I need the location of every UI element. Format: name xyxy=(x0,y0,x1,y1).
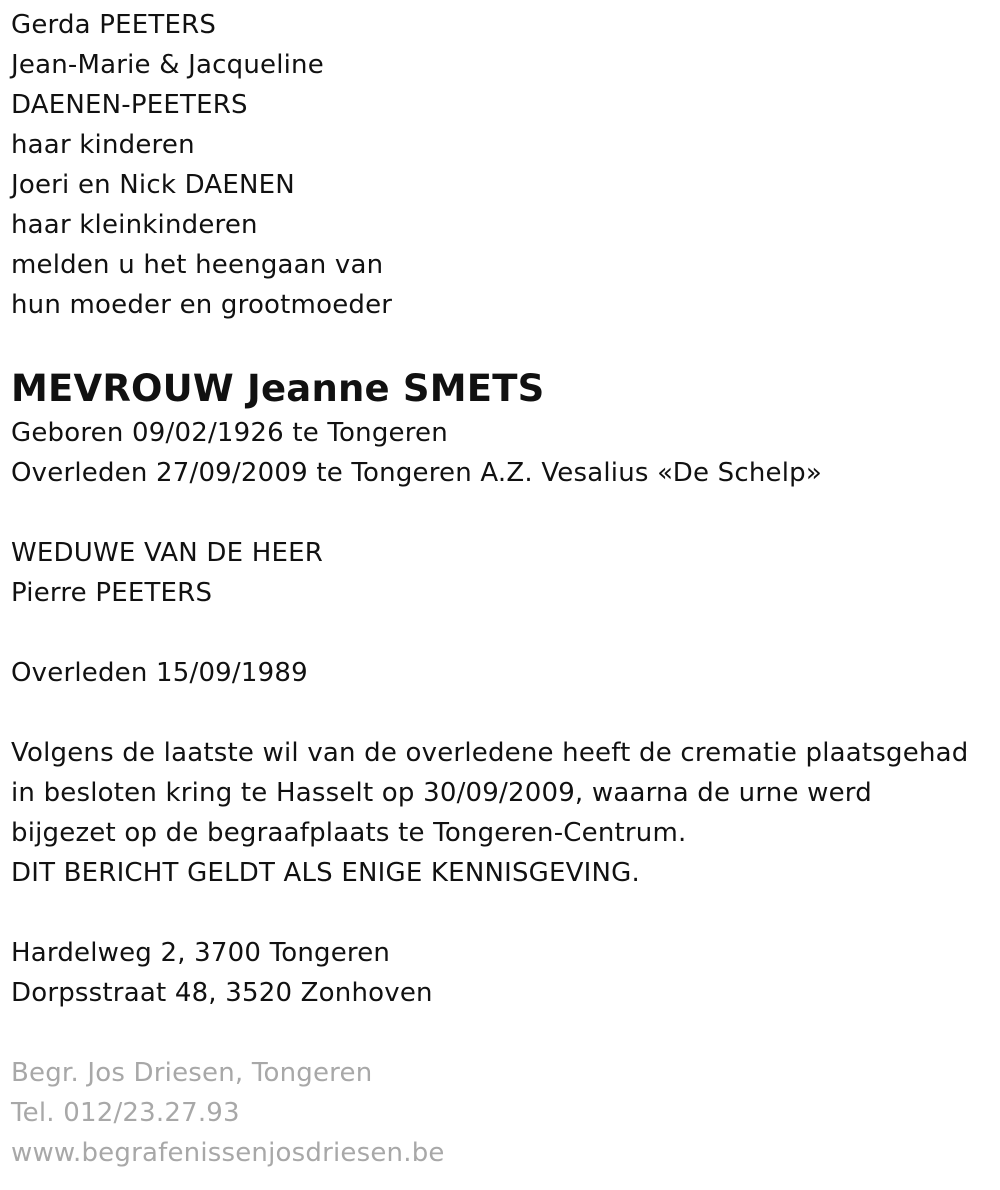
family-line: melden u het heengaan van xyxy=(11,250,384,280)
notice-line: Volgens de laatste wil van de overledene heeft de crematie plaatsgehad xyxy=(11,738,969,768)
address-line: Dorpsstraat 48, 3520 Zonhoven xyxy=(11,978,433,1008)
family-line: haar kinderen xyxy=(11,130,195,160)
funeral-home-phone: Tel. 012/23.27.93 xyxy=(11,1098,240,1128)
death-info: Overleden 27/09/2009 te Tongeren A.Z. Vesalius «De Schelp» xyxy=(11,458,822,488)
funeral-home-name: Begr. Jos Driesen, Tongeren xyxy=(11,1058,373,1088)
spouse-death-info: Overleden 15/09/1989 xyxy=(11,658,308,688)
notice-text xyxy=(11,733,991,893)
deceased-name: MEVROUW Jeanne SMETS xyxy=(11,367,545,410)
spouse-name: Pierre PEETERS xyxy=(11,578,213,608)
address-line: Hardelweg 2, 3700 Tongeren xyxy=(11,938,391,968)
family-section xyxy=(11,0,991,325)
spouse-title: WEDUWE VAN DE HEER xyxy=(11,538,323,568)
notice-line: bijgezet op de begraafplaats te Tongeren-Centrum. xyxy=(11,818,687,848)
obituary-notice xyxy=(11,0,991,1173)
family-line: Gerda PEETERS xyxy=(11,10,217,40)
family-line: Joeri en Nick DAENEN xyxy=(11,170,295,200)
birth-info: Geboren 09/02/1926 te Tongeren xyxy=(11,418,448,448)
family-line: hun moeder en grootmoeder xyxy=(11,290,393,320)
family-line: haar kleinkinderen xyxy=(11,210,258,240)
family-line: DAENEN-PEETERS xyxy=(11,90,248,120)
notice-line: in besloten kring te Hasselt op 30/09/2009, waarna de urne werd xyxy=(11,778,872,808)
funeral-home-info xyxy=(11,1053,991,1173)
addresses xyxy=(11,933,991,1013)
funeral-home-website: www.begrafenissenjosdriesen.be xyxy=(11,1138,445,1168)
family-line: Jean-Marie & Jacqueline xyxy=(11,50,324,80)
notice-line: DIT BERICHT GELDT ALS ENIGE KENNISGEVING. xyxy=(11,858,640,888)
